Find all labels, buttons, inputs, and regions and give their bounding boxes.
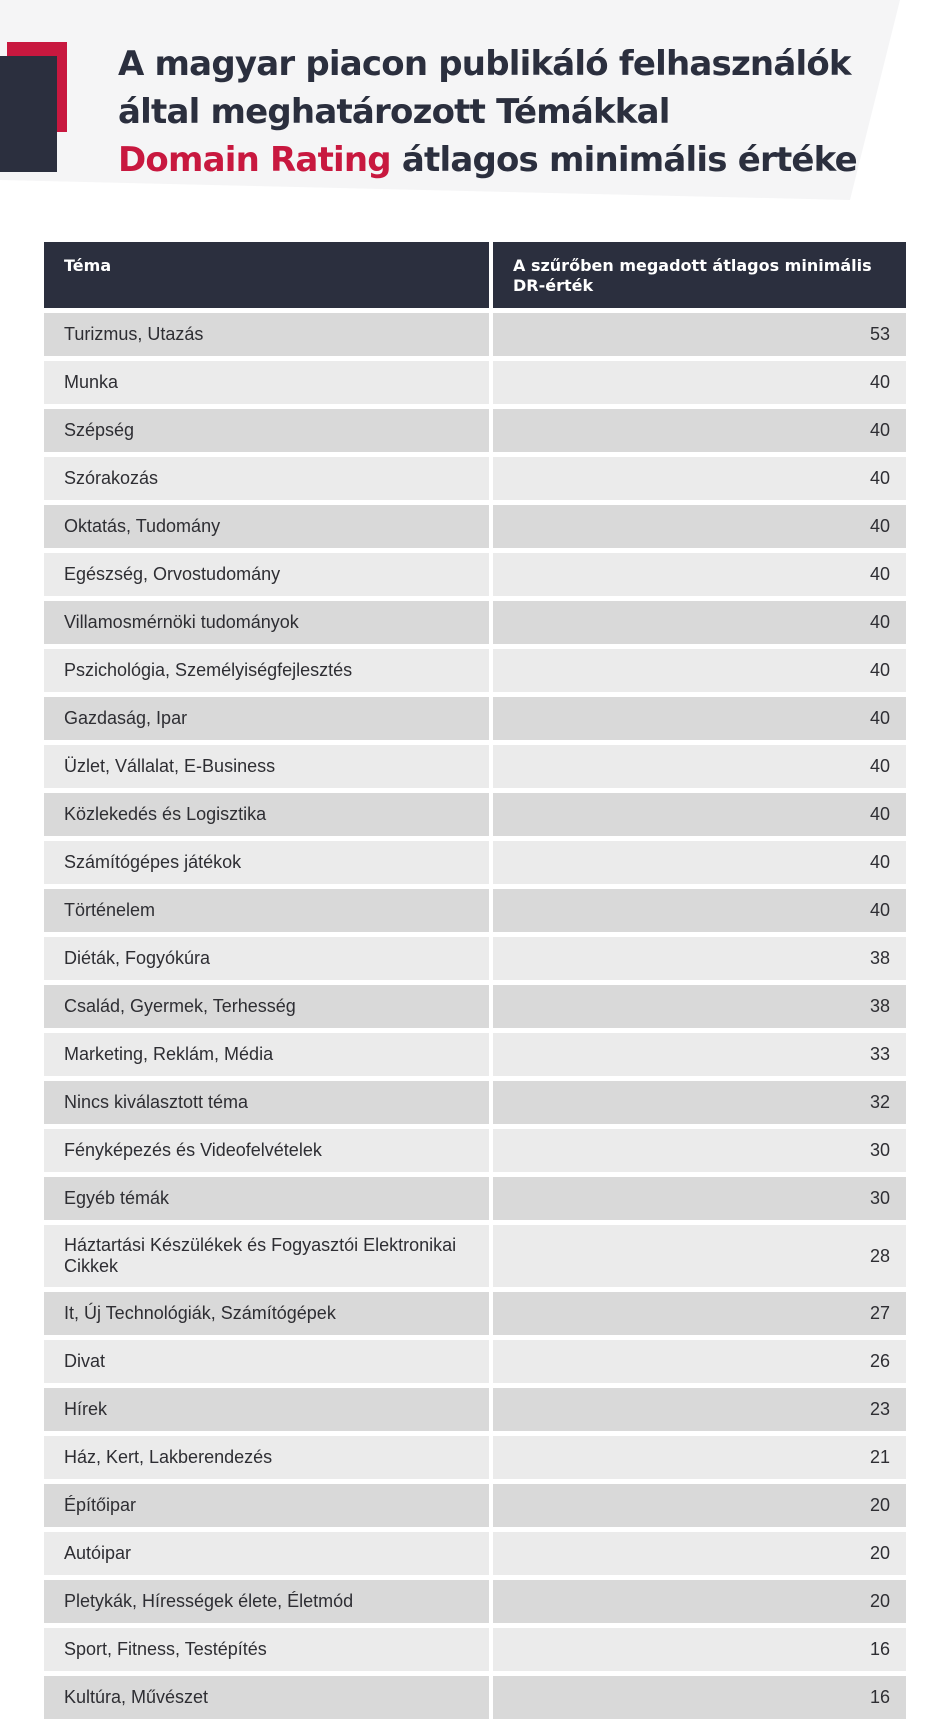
topic-cell: Villamosmérnöki tudományok bbox=[44, 601, 489, 644]
table-row bbox=[44, 889, 906, 932]
topic-cell: Pletykák, Hírességek élete, Életmód bbox=[44, 1580, 489, 1623]
dr-value-cell: 27 bbox=[493, 1292, 906, 1335]
dr-value-cell: 40 bbox=[493, 889, 906, 932]
topic-cell: Hírek bbox=[44, 1388, 489, 1431]
dr-value-cell: 40 bbox=[493, 793, 906, 836]
table-row bbox=[44, 649, 906, 692]
table-row bbox=[44, 1388, 906, 1431]
topic-cell: Divat bbox=[44, 1340, 489, 1383]
column-header-value: A szűrőben megadott átlagos minimális DR-érték bbox=[493, 242, 906, 308]
topic-cell: Háztartási Készülékek és Fogyasztói Elektronikai Cikkek bbox=[44, 1225, 489, 1287]
table-row bbox=[44, 697, 906, 740]
dr-value-cell: 40 bbox=[493, 505, 906, 548]
topic-cell: Egészség, Orvostudomány bbox=[44, 553, 489, 596]
dr-value-cell: 40 bbox=[493, 553, 906, 596]
table-row bbox=[44, 313, 906, 356]
topic-cell: Történelem bbox=[44, 889, 489, 932]
table-row bbox=[44, 1129, 906, 1172]
column-header-topic: Téma bbox=[44, 242, 489, 308]
topic-cell: Diéták, Fogyókúra bbox=[44, 937, 489, 980]
table-row bbox=[44, 985, 906, 1028]
table-row bbox=[44, 505, 906, 548]
dr-value-cell: 21 bbox=[493, 1436, 906, 1479]
dr-value-cell: 28 bbox=[493, 1225, 906, 1287]
dr-value-cell: 32 bbox=[493, 1081, 906, 1124]
table-row bbox=[44, 1532, 906, 1575]
topic-cell: Építőipar bbox=[44, 1484, 489, 1527]
topic-cell: It, Új Technológiák, Számítógépek bbox=[44, 1292, 489, 1335]
dr-value-cell: 40 bbox=[493, 649, 906, 692]
dr-value-cell: 40 bbox=[493, 841, 906, 884]
table-row bbox=[44, 1292, 906, 1335]
table-row bbox=[44, 1436, 906, 1479]
topic-cell: Oktatás, Tudomány bbox=[44, 505, 489, 548]
topic-cell: Turizmus, Utazás bbox=[44, 313, 489, 356]
table-body bbox=[44, 313, 906, 1719]
topic-cell: Gazdaság, Ipar bbox=[44, 697, 489, 740]
table-row bbox=[44, 1676, 906, 1719]
table-row bbox=[44, 601, 906, 644]
dr-value-cell: 20 bbox=[493, 1580, 906, 1623]
table-row bbox=[44, 1081, 906, 1124]
dr-value-cell: 40 bbox=[493, 361, 906, 404]
dr-table bbox=[40, 237, 910, 1724]
topic-cell: Pszichológia, Személyiségfejlesztés bbox=[44, 649, 489, 692]
page-title bbox=[118, 40, 918, 184]
dr-value-cell: 30 bbox=[493, 1129, 906, 1172]
table-row bbox=[44, 1580, 906, 1623]
table-row bbox=[44, 745, 906, 788]
title-line-2: által meghatározott Témákkal bbox=[118, 92, 670, 132]
dr-value-cell: 40 bbox=[493, 745, 906, 788]
table-header bbox=[44, 242, 906, 308]
dr-value-cell: 20 bbox=[493, 1484, 906, 1527]
dr-value-cell: 30 bbox=[493, 1177, 906, 1220]
table-row bbox=[44, 457, 906, 500]
table-row bbox=[44, 1628, 906, 1671]
topic-cell: Marketing, Reklám, Média bbox=[44, 1033, 489, 1076]
topic-cell: Család, Gyermek, Terhesség bbox=[44, 985, 489, 1028]
dr-value-cell: 16 bbox=[493, 1628, 906, 1671]
dr-value-cell: 40 bbox=[493, 697, 906, 740]
table-row bbox=[44, 841, 906, 884]
dr-value-cell: 40 bbox=[493, 409, 906, 452]
table-row bbox=[44, 361, 906, 404]
topic-cell: Közlekedés és Logisztika bbox=[44, 793, 489, 836]
decorative-navy-square bbox=[0, 56, 57, 172]
dr-value-cell: 38 bbox=[493, 985, 906, 1028]
table-row bbox=[44, 553, 906, 596]
table-row bbox=[44, 793, 906, 836]
topic-cell: Munka bbox=[44, 361, 489, 404]
title-line-1: A magyar piacon publikáló felhasználók bbox=[118, 44, 851, 84]
table-row bbox=[44, 1225, 906, 1287]
topic-cell: Egyéb témák bbox=[44, 1177, 489, 1220]
dr-value-cell: 23 bbox=[493, 1388, 906, 1431]
table-row bbox=[44, 1033, 906, 1076]
title-rest: átlagos minimális értéke bbox=[390, 140, 857, 180]
topic-cell: Nincs kiválasztott téma bbox=[44, 1081, 489, 1124]
dr-value-cell: 40 bbox=[493, 457, 906, 500]
topic-cell: Ház, Kert, Lakberendezés bbox=[44, 1436, 489, 1479]
title-accent: Domain Rating bbox=[118, 140, 391, 180]
dr-value-cell: 26 bbox=[493, 1340, 906, 1383]
topic-cell: Autóipar bbox=[44, 1532, 489, 1575]
dr-value-cell: 20 bbox=[493, 1532, 906, 1575]
dr-value-cell: 16 bbox=[493, 1676, 906, 1719]
topic-cell: Kultúra, Művészet bbox=[44, 1676, 489, 1719]
dr-value-cell: 40 bbox=[493, 601, 906, 644]
dr-value-cell: 53 bbox=[493, 313, 906, 356]
table-row bbox=[44, 1484, 906, 1527]
table-row bbox=[44, 1340, 906, 1383]
topic-cell: Sport, Fitness, Testépítés bbox=[44, 1628, 489, 1671]
dr-value-cell: 33 bbox=[493, 1033, 906, 1076]
table-row bbox=[44, 937, 906, 980]
dr-value-cell: 38 bbox=[493, 937, 906, 980]
topic-cell: Szépség bbox=[44, 409, 489, 452]
header-row bbox=[44, 242, 906, 308]
topic-cell: Szórakozás bbox=[44, 457, 489, 500]
topic-cell: Számítógépes játékok bbox=[44, 841, 489, 884]
topic-cell: Üzlet, Vállalat, E-Business bbox=[44, 745, 489, 788]
topic-cell: Fényképezés és Videofelvételek bbox=[44, 1129, 489, 1172]
table-row bbox=[44, 409, 906, 452]
table-row bbox=[44, 1177, 906, 1220]
